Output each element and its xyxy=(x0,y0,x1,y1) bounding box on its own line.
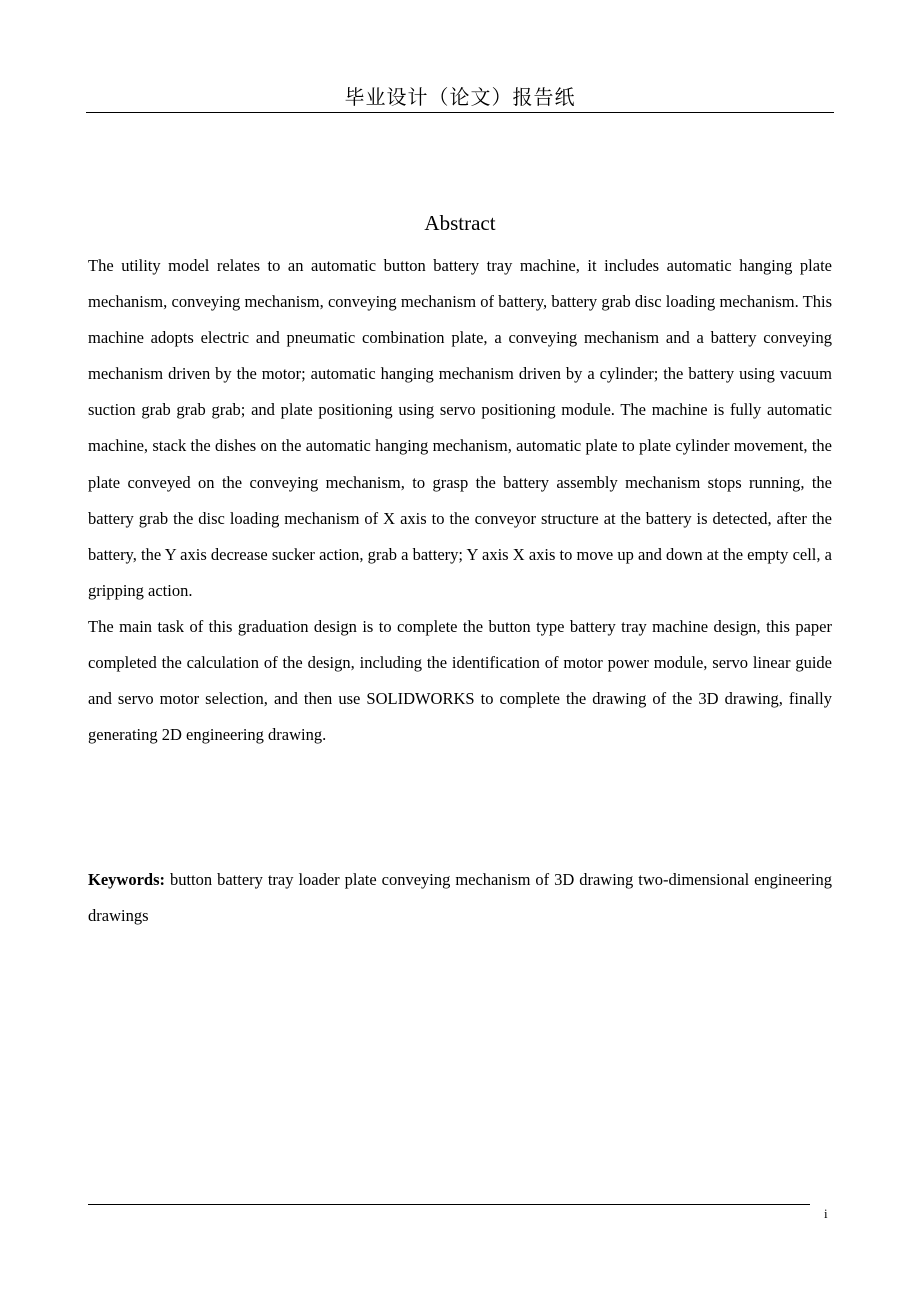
abstract-paragraph-2: The main task of this graduation design is to complete the button type battery tray machine design, this paper completed the calculation of the design, including the identification of motor power module, servo linear guide and servo motor selection, and then use SOLIDWORKS to complete the drawing of the 3D drawing, finally generating 2D engineering drawing. xyxy=(88,616,832,745)
abstract-title: Abstract xyxy=(424,211,496,235)
abstract-paragraph-1: The utility model relates to an automatic button battery tray machine, it includes automatic hanging plate mechanism, conveying mechanism, conveying mechanism of battery, battery grab disc loading mechanism. This machine adopts electric and pneumatic combination plate, a conveying mechanism and a battery conveying mechanism driven by the motor; automatic hanging mechanism driven by a cylinder; the battery using vacuum suction grab grab grab; and plate positioning using servo positioning module. The machine is fully automatic machine, stack the dishes on the automatic hanging mechanism, automatic plate to plate cylinder movement, the plate conveyed on the conveying mechanism, to grasp the battery assembly mechanism stops running, the battery grab the disc loading mechanism of X axis to the conveyor structure at the battery is detected, after the battery, the Y axis decrease sucker action, grab a battery; Y axis X axis to move up and down at the empty cell, a gripping action. xyxy=(88,256,832,600)
keywords-label: Keywords: xyxy=(88,870,165,889)
keywords-section xyxy=(88,862,832,934)
abstract-body xyxy=(88,248,832,753)
page-number: i xyxy=(824,1206,828,1221)
header-divider xyxy=(86,112,834,113)
keywords-text: button battery tray loader plate conveying mechanism of 3D drawing two-dimensional engineering drawings xyxy=(88,870,832,926)
page-header-title: 毕业设计（论文）报告纸 xyxy=(344,87,576,109)
footer-divider xyxy=(88,1204,810,1205)
